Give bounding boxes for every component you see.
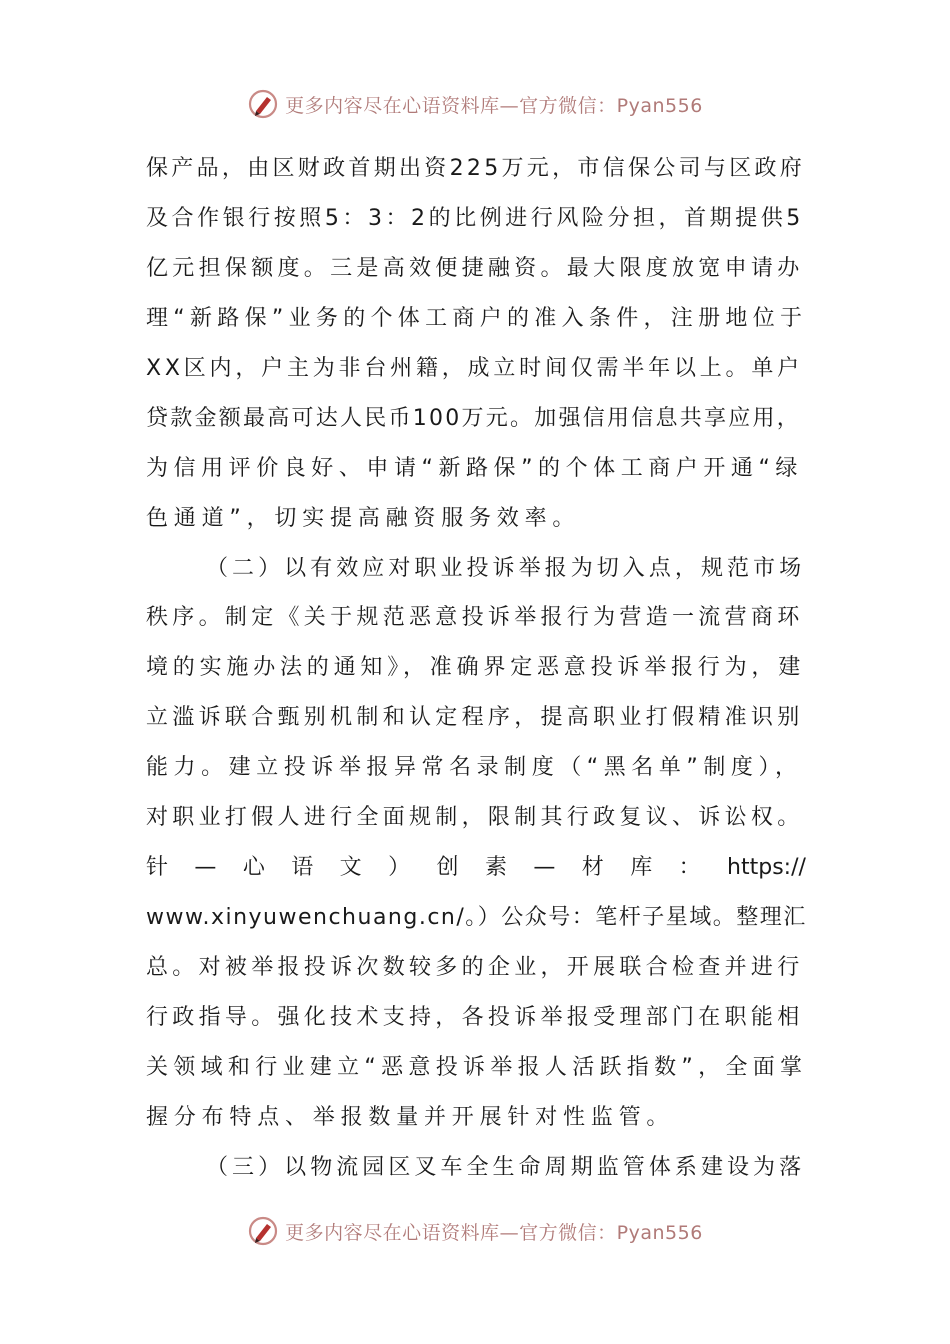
banner-text: 更多内容尽在心语资料库—官方微信：Pyan556: [285, 1221, 703, 1244]
spaced-char: 针: [146, 855, 169, 881]
paragraph-line: www.xinyuwenchuang.cn/。）公众号：笔杆子星域。整理汇: [146, 905, 807, 931]
spaced-char: 心: [242, 855, 265, 881]
paragraph-line: （二）以有效应对职业投诉举报为切入点，规范市场: [206, 555, 806, 581]
paragraph-line: 色通道”，切实提高融资服务效率。: [146, 505, 581, 531]
paragraph-line: 立滥诉联合甄别机制和认定程序，提高职业打假精准识别: [146, 705, 804, 731]
spaced-char: 素: [484, 855, 507, 881]
spaced-paragraph-line: [146, 843, 806, 893]
spaced-char: 库: [630, 855, 653, 881]
paragraph-line: 理“新路保”业务的个体工商户的准入条件，注册地位于: [146, 305, 808, 331]
document-body: [146, 144, 806, 1193]
paragraph-line: 亿元担保额度。三是高效便捷融资。最大限度放宽申请办: [146, 255, 804, 281]
paragraph-line: 握分布特点、举报数量并开展针对性监管。: [146, 1104, 675, 1130]
spaced-url: https://: [727, 855, 806, 881]
paragraph-line: 总。对被举报投诉次数较多的企业，开展联合检查并进行: [146, 955, 804, 980]
paragraph-line: 贷款金额最高可达人民币100万元。加强信用信息共享应用，: [146, 405, 801, 431]
paragraph-line: 秩序。制定《关于规范恶意投诉举报行为营造一流营商环: [146, 605, 804, 631]
header-banner: [0, 84, 950, 124]
spaced-char: 材: [581, 855, 604, 881]
spaced-char: ）: [388, 855, 411, 881]
paragraph-line: 境的实施办法的通知》，准确界定恶意投诉举报行为，建: [146, 655, 806, 681]
paragraph-line: 为信用评价良好、申请“新路保”的个体工商户开通“绿: [146, 455, 803, 481]
spaced-char: —: [533, 855, 556, 881]
paragraph-line: 关领域和行业建立“恶意投诉举报人活跃指数”，全面掌: [146, 1054, 808, 1080]
paragraph-line: XX区内，户主为非台州籍，成立时间仅需半年以上。单户: [146, 355, 803, 381]
spaced-char: 创: [436, 855, 459, 881]
spaced-char: 文: [339, 855, 362, 881]
spaced-char: 语: [291, 855, 314, 881]
spaced-char: ：: [678, 855, 701, 881]
paragraph-line: （三）以物流园区叉车全生命周期监管体系建设为落: [206, 1154, 806, 1180]
paragraph-line: 保产品，由区财政首期出资225万元，市信保公司与区政府: [146, 156, 806, 181]
banner-text: 更多内容尽在心语资料库—官方微信：Pyan556: [285, 94, 703, 117]
spaced-char: —: [194, 855, 217, 881]
pen-logo-icon: [247, 1215, 279, 1247]
paragraph-line: 能力。建立投诉举报异常名录制度（“黑名单”制度），: [146, 755, 803, 781]
footer-banner: [0, 1211, 950, 1251]
paragraph-line: 及合作银行按照5：3：2的比例进行风险分担，首期提供5: [146, 205, 804, 231]
pen-logo-icon: [247, 88, 279, 120]
paragraph-line: 行政指导。强化技术支持，各投诉举报受理部门在职能相: [146, 1004, 804, 1030]
paragraph-line: 对职业打假人进行全面规制，限制其行政复议、诉讼权。: [146, 805, 804, 831]
